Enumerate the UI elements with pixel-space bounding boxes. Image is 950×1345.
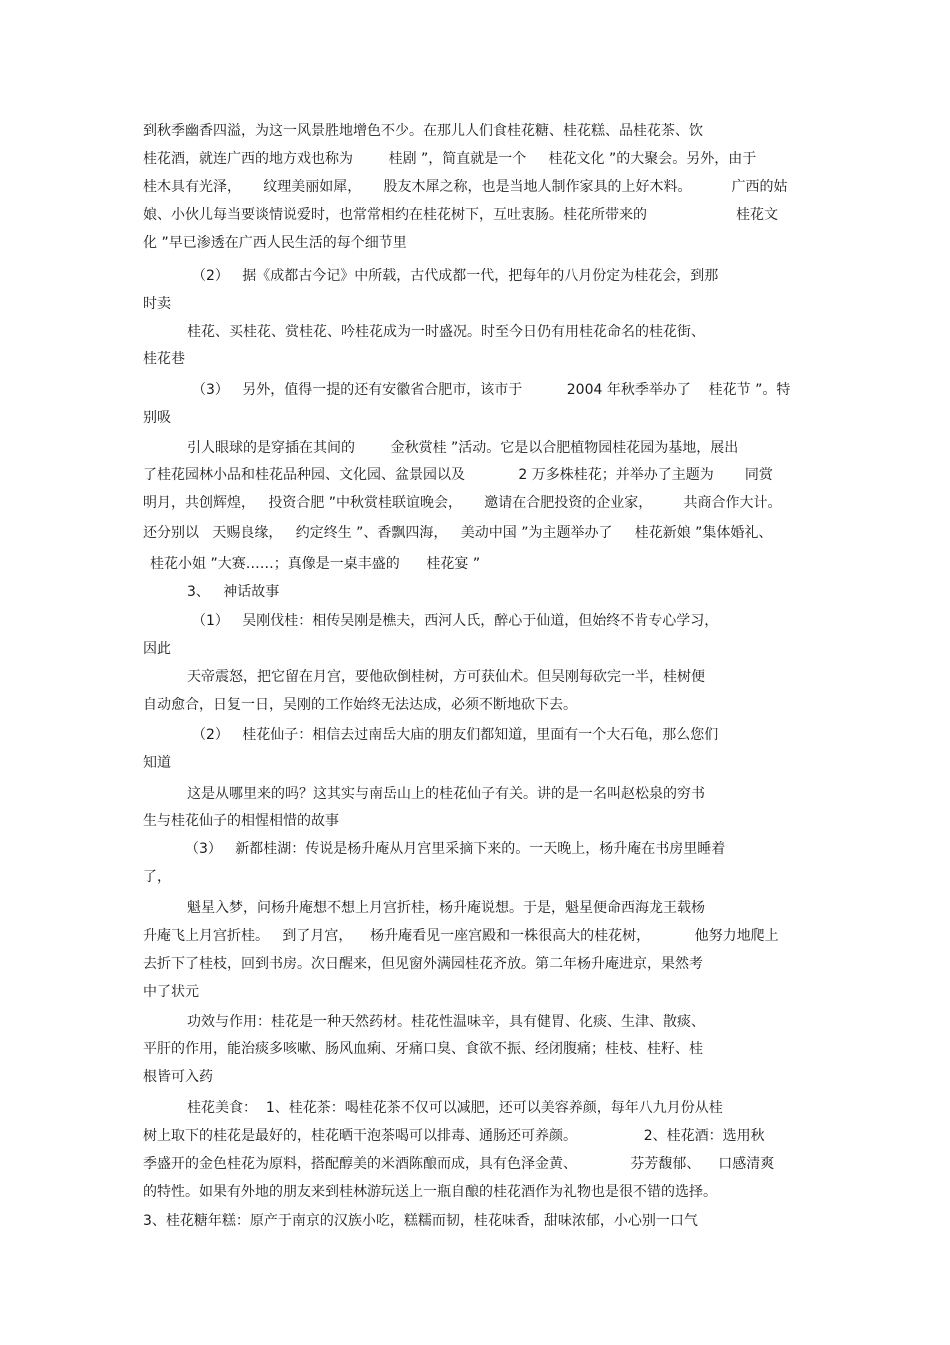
text-line: 别吸 <box>143 410 171 426</box>
text-line: 桂花小姐 ”大赛……；真像是一桌丰盛的 桂花宴 ” <box>150 556 481 572</box>
text-line: 了桂花园林小品和桂花品种园、文化园、盆景园以及 2 万多株桂花；并举办了主题为 同赏 <box>143 467 773 483</box>
text-line: 明月，共创辉煌， 投资合肥 ”中秋赏桂联谊晚会， 邀请在合肥投资的企业家， 共商合作大计。 <box>143 495 782 511</box>
text-line: 去折下了桂枝，回到书房。次日醒来，但见窗外满园桂花齐放。第二年杨升庵进京，果然考 <box>143 956 703 972</box>
text-line: 娘、小伙儿每当要谈情说爱时，也常常相约在桂花树下，互吐衷肠。桂花所带来的 桂花文 <box>143 207 779 223</box>
text-line: 这是从哪里来的吗？这其实与南岳山上的桂花仙子有关。讲的是一名叫赵松泉的穷书 <box>187 786 705 802</box>
text-line: 知道 <box>143 755 171 771</box>
text-line: 时卖 <box>143 296 171 312</box>
text-line: 的特性。如果有外地的朋友来到桂林游玩送上一瓶自酿的桂花酒作为礼物也是很不错的选择。 <box>143 1184 717 1200</box>
text-line: 3、桂花糖年糕：原产于南京的汉族小吃，糕糯而韧，桂花味香，甜味浓郁，小心别一口气 <box>143 1213 698 1229</box>
text-line: 季盛开的金色桂花为原料，搭配醇美的米酒陈酿而成，具有色泽金黄、 芬芳馥郁、 口感清爽 <box>143 1156 775 1172</box>
text-line: 根皆可入药 <box>143 1069 213 1085</box>
text-line: 树上取下的桂花是最好的，桂花晒干泡茶喝可以排毒、通肠还可养颜。 2、桂花酒：选用秋 <box>143 1128 765 1144</box>
text-line: 中了状元 <box>143 984 199 1000</box>
text-line: 功效与作用：桂花是一种天然药材。桂花性温味辛，具有健胃、化痰、生津、散痰、 <box>187 1014 705 1030</box>
text-line: 化 ”早已渗透在广西人民生活的每个细节里 <box>143 235 407 251</box>
text-line: 魁星入梦，问杨升庵想不想上月宫折桂，杨升庵说想。于是，魁星便命西海龙王载杨 <box>187 900 705 916</box>
text-line: （2） 桂花仙子：相信去过南岳大庙的朋友们都知道，里面有一个大石龟，那么您们 <box>192 727 719 743</box>
text-line: 到秋季幽香四溢，为这一风景胜地增色不少。在那儿人们食桂花糖、桂花糕、品桂花茶、饮 <box>143 123 703 139</box>
text-line: 桂花酒，就连广西的地方戏也称为 桂剧 ”，简直就是一个 桂花文化 ”的大聚会。另外，由于 <box>143 151 757 167</box>
text-line: 桂花巷 <box>143 351 185 367</box>
text-line: （1） 吴刚伐桂：相传吴刚是樵夫，西河人氏，醉心于仙道，但始终不肯专心学习， <box>192 613 719 629</box>
text-line: （3） 新都桂湖：传说是杨升庵从月宫里采摘下来的。一天晚上，杨升庵在书房里睡着 <box>185 841 726 857</box>
text-line: 还分别以 天赐良缘， 约定终生 ”、香飘四海， 美动中国 ”为主题举办了 桂花新娘 ”集体婚礼、 <box>143 525 773 541</box>
text-line: 自动愈合，日复一日，吴刚的工作始终无法达成，必须不断地砍下去。 <box>143 697 577 713</box>
text-line: 平肝的作用，能治痰多咳嗽、肠风血痢、牙痛口臭、食欲不振、经闭腹痛；桂枝、桂籽、桂 <box>143 1041 703 1057</box>
text-line: 桂花美食： 1、桂花茶：喝桂花茶不仅可以减肥，还可以美容养颜，每年八九月份从桂 <box>187 1100 723 1116</box>
text-line: 引人眼球的是穿插在其间的 金秋赏桂 ”活动。它是以合肥植物园桂花园为基地，展出 <box>187 440 739 456</box>
text-line: 桂花、买桂花、赏桂花、吟桂花成为一时盛况。时至今日仍有用桂花命名的桂花街、 <box>187 324 705 340</box>
text-line: 升庵飞上月宫折桂。 到了月宫， 杨升庵看见一座宫殿和一株很高大的桂花树， 他努力地爬上 <box>143 928 779 944</box>
text-line: （2） 据《成都古今记》中所载，古代成都一代，把每年的八月份定为桂花会，到那 <box>192 268 719 284</box>
text-line: 生与桂花仙子的相惺相惜的故事 <box>143 813 339 829</box>
section-heading: 3、 神话故事 <box>187 584 280 600</box>
text-line: 桂木具有光泽， 纹理美丽如犀， 股友木犀之称，也是当地人制作家具的上好木料。 广西的姑 <box>143 179 788 195</box>
text-line: （3） 另外，值得一提的还有安徽省合肥市，该市于 2004 年秋季举办了 桂花节 ”。特 <box>192 382 791 398</box>
text-line: 因此 <box>143 641 171 657</box>
text-line: 了， <box>143 869 171 885</box>
text-line: 天帝震怒，把它留在月宫，要他砍倒桂树，方可获仙术。但吴刚每砍完一半，桂树便 <box>187 669 705 685</box>
